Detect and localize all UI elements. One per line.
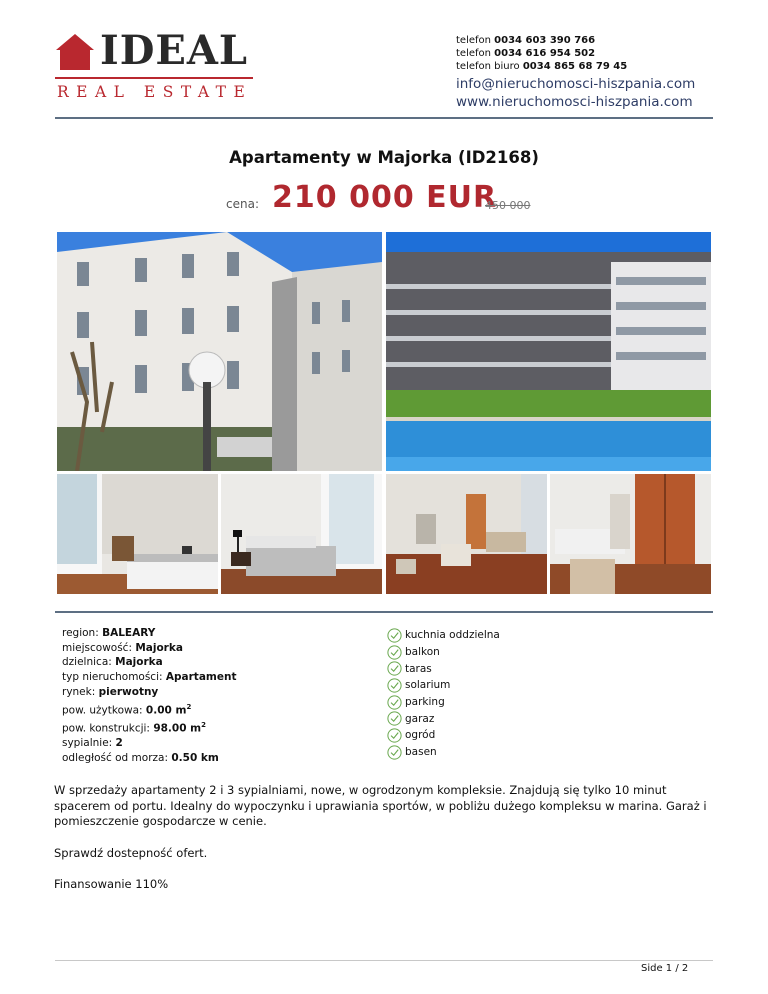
detail-label: pow. konstrukcji:: [62, 722, 150, 735]
detail-label: odległość od morza:: [62, 751, 168, 764]
detail-label: region:: [62, 627, 99, 639]
detail-value: 98.00 m: [153, 722, 202, 735]
logo-divider: [55, 77, 253, 79]
feature-label: kuchnia oddzielna: [405, 629, 500, 642]
photo-pool[interactable]: [386, 232, 711, 471]
detail-value: Apartament: [165, 671, 237, 684]
price-label: cena:: [226, 197, 259, 211]
detail-label: sypialnie:: [62, 736, 113, 749]
detail-value: 0.50 km: [171, 751, 219, 764]
feature-item: [387, 744, 500, 761]
logo: [55, 27, 255, 103]
detail-label: pow. użytkowa:: [62, 704, 143, 717]
detail-value: Majorka: [115, 656, 163, 669]
feature-label: solarium: [405, 679, 451, 692]
detail-district: [62, 655, 236, 670]
detail-label: typ nieruchomości:: [62, 671, 163, 684]
feature-item: [387, 627, 500, 644]
phone-number: 0034 603 390 766: [494, 35, 596, 46]
feature-item: [387, 677, 500, 694]
listing-title: Apartamenty w Majorka (ID2168): [229, 148, 539, 167]
description-paragraph: Finansowanie 110%: [54, 877, 169, 891]
feature-label: basen: [405, 746, 437, 759]
price: 210 000 EUR: [272, 180, 498, 215]
feature-label: balkon: [405, 646, 440, 659]
check-circle-icon: [387, 628, 402, 643]
photo-bedroom-wardrobe[interactable]: [550, 474, 711, 594]
check-circle-icon: [387, 728, 402, 743]
detail-market: [62, 685, 236, 700]
check-circle-icon: [387, 711, 402, 726]
phone-number: 0034 865 68 79 45: [522, 61, 628, 72]
house-icon: [55, 33, 95, 71]
phone-line: [456, 60, 695, 73]
feature-item: [387, 694, 500, 711]
feature-item: [387, 660, 500, 677]
feature-label: parking: [405, 696, 445, 709]
check-circle-icon: [387, 695, 402, 710]
phone-number: 0034 616 954 502: [494, 48, 596, 59]
section-divider: [55, 611, 713, 613]
property-details: [62, 626, 236, 765]
check-circle-icon: [387, 678, 402, 693]
logo-subtitle: REAL ESTATE: [57, 83, 253, 101]
detail-value: Majorka: [135, 641, 183, 654]
detail-bedrooms: [62, 736, 236, 751]
check-circle-icon: [387, 745, 402, 760]
feature-label: ogród: [405, 729, 436, 742]
photo-living-room[interactable]: [386, 474, 547, 594]
photo-bedroom-single[interactable]: [57, 474, 218, 594]
detail-label: rynek:: [62, 685, 96, 698]
detail-value: 2: [115, 736, 123, 749]
detail-sup: 2: [201, 720, 206, 729]
phone-label: telefon: [456, 35, 491, 46]
feature-label: taras: [405, 662, 432, 675]
email-link[interactable]: info@nieruchomosci-hiszpania.com: [456, 76, 696, 92]
phone-label: telefon biuro: [456, 61, 520, 72]
description-paragraph: W sprzedaży apartamenty 2 i 3 sypialniami, nowe, w ogrodzonym kompleksie. Znajdują się tylko 10 minut spacerem od portu. Idealny do wypoczynku i uprawiania sportów, w pobliżu dużego kompleksu w marina. Garaż i pomieszczenie gospodarcze w cenie.: [54, 783, 707, 828]
detail-label: dzielnica:: [62, 656, 112, 669]
logo-name: IDEAL: [100, 27, 249, 74]
detail-value: BALEARY: [102, 627, 156, 639]
detail-label: miejscowość:: [62, 641, 132, 654]
feature-label: garaz: [405, 712, 435, 725]
page-number: Side 1 / 2: [641, 963, 689, 974]
feature-item: [387, 644, 500, 661]
feature-item: [387, 727, 500, 744]
header-divider: [55, 117, 713, 119]
detail-property-type: [62, 670, 236, 685]
detail-town: [62, 641, 236, 656]
phone-label: telefon: [456, 48, 491, 59]
phone-line: [456, 34, 695, 47]
contact-block: [456, 34, 695, 111]
old-price: 450 000: [485, 199, 531, 212]
photo-building[interactable]: [57, 232, 382, 471]
feature-list: [387, 627, 500, 761]
check-circle-icon: [387, 661, 402, 676]
detail-region: [62, 626, 236, 641]
description-paragraph: Sprawdź dostepność ofert.: [54, 845, 208, 860]
detail-build-area: [62, 718, 236, 736]
footer-divider: [55, 960, 713, 961]
detail-sea-distance: [62, 751, 236, 766]
detail-sup: 2: [186, 702, 192, 711]
check-circle-icon: [387, 645, 402, 660]
feature-item: [387, 710, 500, 727]
detail-value: pierwotny: [98, 685, 159, 698]
photo-bedroom-double[interactable]: [221, 474, 382, 594]
detail-usable-area: [62, 700, 236, 718]
detail-value: 0.00 m: [145, 704, 187, 717]
description: [54, 783, 724, 893]
website-link[interactable]: www.nieruchomosci-hiszpania.com: [456, 94, 693, 110]
phone-line: [456, 47, 695, 60]
